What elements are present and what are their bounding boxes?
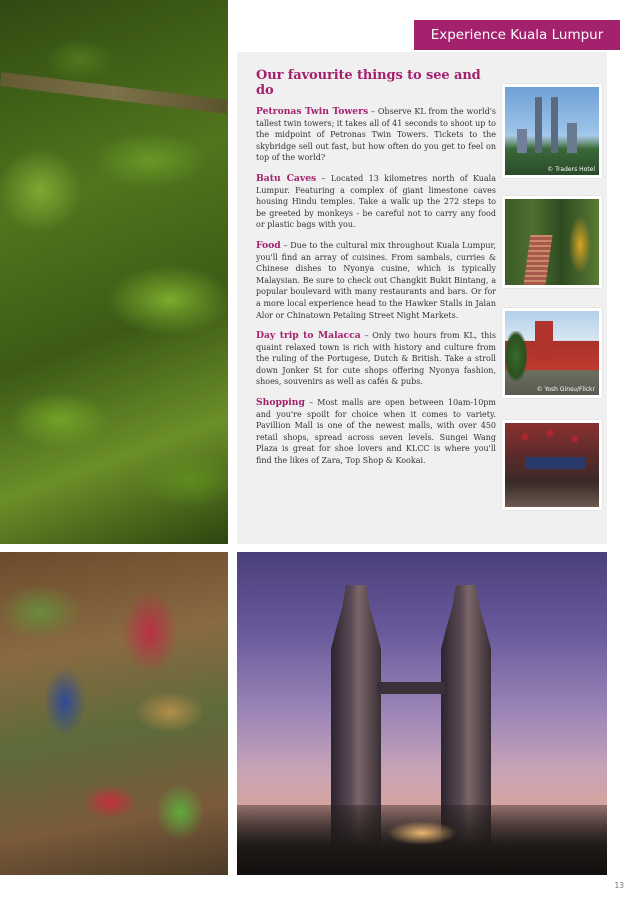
tower-lights-shape [387,821,457,845]
skyline-building [535,97,542,153]
item-heading: Batu Caves [256,172,317,184]
item-text: – Due to the cultural mix throughout Kuala Lumpur, you'll find an array of cuisines. From sambals, curries & Chinese dishes to Nyonya cusine, which is typically Malaysian. Be sure to check out Changkit Bukit Bintang, a popular boulevard with many restaurants and bars. Or for a more local experience head to the Hawker Stalls in Jalan Alor or Chinatown Petaling Street Night Markets. [256,240,496,320]
street-market-thumbnail [502,420,602,510]
tree-shape [505,331,527,381]
kl-skyline-thumbnail [502,84,602,178]
skybridge-shape [377,682,445,694]
section-title: Our favourite things to see and do [256,68,481,98]
item-batu-caves [256,173,496,231]
content-panel [237,52,607,544]
clock-tower-shape [535,321,553,361]
market-photo [0,552,228,875]
item-heading: Shopping [256,397,305,409]
photo-credit: © Yosh Ginsu/Flickr [536,386,595,393]
tropical-leaves-photo [0,0,228,544]
stairs-shape [523,235,552,285]
item-heading: Day trip to Malacca [256,330,361,342]
header-title: Experience Kuala Lumpur [430,27,604,43]
item-text: – Located 13 kilometres north of Kuala Lumpur. Featuring a complex of giant limestone caves housing Hindu temples. Take a walk up the 272 steps to be greeted by monkeys - be careful not to carry any food or plastic bags with you. [256,173,496,230]
skyline-building [551,97,558,153]
item-food [256,240,496,321]
branch-shape [0,72,228,114]
item-malacca [256,330,496,388]
photo-credit: © Traders Hotel [547,166,595,173]
batu-caves-thumbnail [502,196,602,288]
page-number: 13 [614,881,624,890]
street-sign-shape [525,457,585,469]
item-text: – Most malls are open between 10am-10pm and you're spoilt for choice when it comes to variety. Pavillion Mall is one of the newest malls, with over 450 retail shops, spread across seven levels. Sungei Wang Plaza is great for shoe lovers and KLCC is where you'll find the likes of Zara, Top Shop & Kookai. [256,398,496,466]
item-text: – Only two hours from KL, this quaint relaxed town is rich with history and culture from the ruling of the Portugese, Dutch & British. Take a stroll down Jonker St for cute shops offering Nyonya fashion, shoes, souvenirs as well as cafés & pubs. [256,331,496,387]
malacca-thumbnail [502,308,602,398]
item-heading: Petronas Twin Towers [256,106,369,117]
header-tab [414,20,620,50]
item-heading: Food [256,239,281,251]
item-text: – Observe KL from the world's tallest twin towers; it takes all of 41 seconds to shoot up to the midpoint of Petronas Twin Towers. Tickets to the skybridge sell out fast, but how often do you get to feel on top of the world? [256,107,496,163]
petronas-towers-photo [237,552,607,875]
skyline-building [567,123,577,153]
skyline-building [517,129,527,153]
item-petronas [256,106,496,164]
text-column [256,68,496,476]
item-shopping [256,397,496,467]
